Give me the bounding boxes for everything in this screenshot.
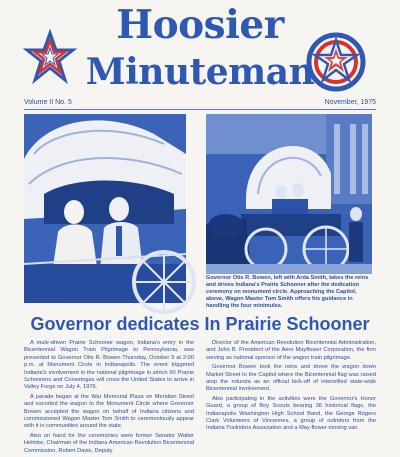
article-headline: Governor dedicates In Prairie Schooner <box>30 314 370 334</box>
issue-bar <box>24 98 376 110</box>
paragraph: Also participating in the activities were the Governor's Honor Guard, a group of Boy Scouts bearing 36 historical flags, the Indianapolis Washington High School Band, the George Rogers Clark Volunteers of Vincennes, a group of outriders from the Indiana Trailriders Association and a May-flower moving van. <box>206 395 376 432</box>
issue-date: November, 1975 <box>324 99 376 106</box>
paragraph: Also on hand for the ceremonies were former Senator Walter Helmke, Chairman of the Indiana American Revolution Bicentennial Commission, Robert Davis, Deputy <box>24 432 194 454</box>
photo-caption: Governor Otis R. Bowen, left with Arda Smith, takes the reins and drives Indiana's Prairie Schooner after the dedication ceremony on monument circle. Approaching the Capitol, above, Wagon Master Tom Smith offers his guidance in handling the four minimules. <box>206 275 369 309</box>
masthead-title-minuteman: Minuteman <box>85 51 315 93</box>
article-column-right <box>206 340 376 435</box>
paragraph: A parade began at the War Memorial Plaza on Meridian Street and escorted the wagon to the Monument Circle where Governor Bowen accepted the wagon on behalf of Indiana citizens and commissioned Wagon Master Tom Smith to ceremoniously appear with it in communities around the state. <box>24 393 194 430</box>
paragraph: Governor Bowen took the reins and drove the wagon down Market Street to the Capitol where the Bicentennial flag was raised atop the rotunda as an official kick-off of intensified state-wide Bicentennial involvement. <box>206 364 376 393</box>
volume-number: Volume II No. 5 <box>24 99 72 106</box>
article-column-left <box>24 340 194 457</box>
masthead-title-hoosier: Hoosier <box>116 2 284 48</box>
bicentennial-star-logo-icon <box>302 30 370 92</box>
paragraph: Director of the American Revolution Bicentennial Administration, and John B. President of the Aero Mayflower Corporation, the firm serving as national sponsor of the wagon train pilgrimage. <box>206 340 376 361</box>
paragraph: A mule-driven Prairie Schooner wagon, Indiana's entry in the Bicentennial Wagon Train Pilgrimage to Pennsylvania, was presented to Governor Otis R. Bowen Thursday, October 9 at 2:00 p.m. at Monument Circle in Indianapolis. The event triggered Indiana's involvement in the national pilgrimage in which 60 Prairie Schooners and Conestogas will cross the United States to arrive in Valley Forge on July 4, 1976. <box>24 340 194 391</box>
photo-governor-in-wagon <box>24 114 186 303</box>
photo-wagon-at-capitol <box>206 114 372 274</box>
masthead <box>0 0 400 98</box>
